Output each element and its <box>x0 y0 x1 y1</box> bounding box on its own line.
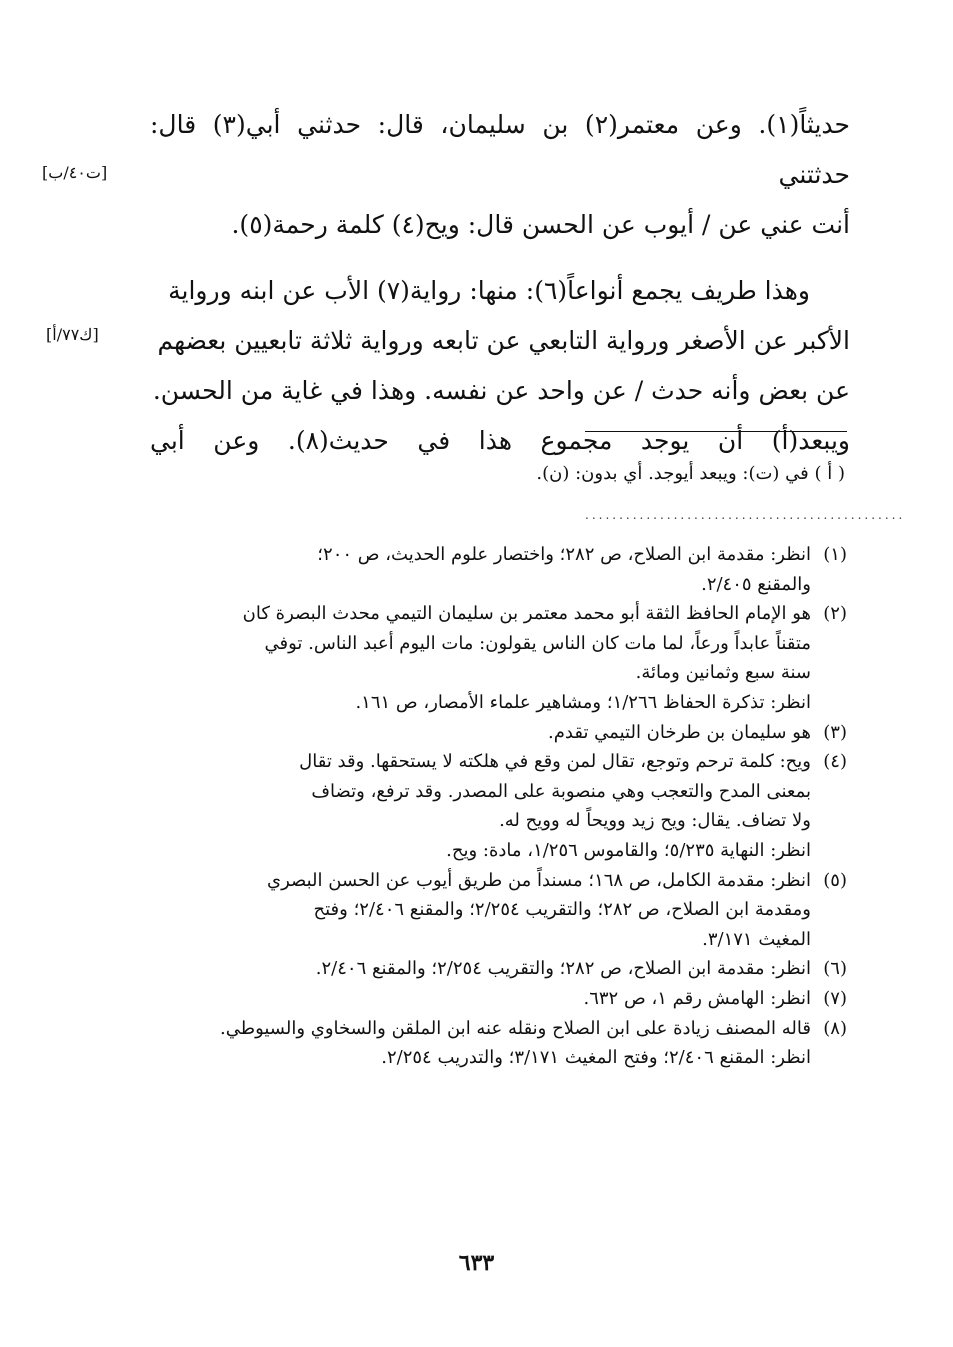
main-line-3: وهذا طريف يجمع أنواعاً(٦): منها: رواية(٧) الأب عن ابنه ورواية <box>168 276 810 305</box>
footnote-number: (٨) <box>823 1017 847 1039</box>
main-line-1: حديثاً(١). وعن معتمر(٢) بن سليمان، قال: حدثني أبي(٣) قال: حدثتني <box>150 110 851 189</box>
footnote-number: (٦) <box>823 958 847 980</box>
footnote-line: انظر: الهامش رقم ١، ص ٦٣٢. <box>583 987 811 1009</box>
main-line-6: ويبعد(أ) أن يوجد مجموع هذا في حديث(٨). وعن أبي <box>150 426 850 455</box>
footnote-1 <box>150 540 847 599</box>
footnote-number: (٤) <box>823 751 847 773</box>
variant-note: ( أ ) في (ت): ويبعد أيوجد. أي بدون: (ن). <box>536 463 845 484</box>
footnote-number: (١) <box>823 544 847 565</box>
footnote-4 <box>150 747 847 865</box>
footnote-8 <box>150 1014 847 1073</box>
footnote-number: (٧) <box>823 987 847 1009</box>
footnote-2 <box>150 599 847 717</box>
footnote-source: انظر: المقنع ٢/٤٠٦؛ وفتح المغيث ٣/١٧١؛ والتدريب ٢/٢٥٤. <box>381 1047 811 1069</box>
footnote-line: بمعنى المدح والتعجب وهي منصوبة على المصدر. وقد ترفع، وتضاف <box>311 780 811 802</box>
footnote-line: المغيث ٣/١٧١. <box>702 928 811 950</box>
footnote-line: سنة سبع وثمانين ومائة. <box>635 662 811 684</box>
footnote-line: انظر: مقدمة ابن الصلاح، ص ٢٨٢؛ واختصار علوم الحديث، ص ٢٠٠؛ <box>317 544 811 565</box>
footnote-number: (٥) <box>823 869 847 891</box>
footnote-5 <box>150 866 847 955</box>
footnote-source: انظر: النهاية ٥/٢٣٥؛ والقاموس ١/٢٥٦، مادة: ويح. <box>446 839 811 861</box>
footnote-number: (٣) <box>823 721 847 743</box>
margin-note-manuscript-t: [ت٤٠/ب] <box>42 163 108 182</box>
page-number: ٦٣٣ <box>458 1250 495 1276</box>
footnote-line: قاله المصنف زيادة على ابن الصلاح ونقله عنه ابن الملقن والسخاوي والسيوطي. <box>220 1017 811 1039</box>
footnote-3 <box>150 718 847 748</box>
footnote-line: متقناً عابداً ورعاً، لما مات كان الناس يقولون: مات اليوم أعبد الناس. توفي <box>264 632 811 654</box>
footnote-line: هو سليمان بن طرخان التيمي تقدم. <box>548 721 811 743</box>
dot-leader: ............................................... <box>585 508 906 522</box>
footnote-line: ولا تضاف. يقال: ويح زيد وويحاً له وويح له. <box>499 810 811 832</box>
footnote-6 <box>150 954 847 984</box>
margin-note-manuscript-k: [ك٧٧/أ] <box>46 325 99 344</box>
main-line-2: أنت عني عن / أيوب عن الحسن قال: ويح(٤) كلمة رحمة(٥). <box>231 210 850 239</box>
footnote-line: ويح: كلمة ترحم وتوجع، تقال لمن وقع في هلكته لا يستحقها. وقد تقال <box>299 751 811 773</box>
footnote-7 <box>150 984 847 1014</box>
main-line-4: الأكبر عن الأصغر ورواية التابعي عن تابعه ورواية ثلاثة تابعيين بعضهم <box>157 326 850 355</box>
main-line-5: عن بعض وأنه حدث / عن واحد عن نفسه. وهذا في غاية من الحسن. <box>152 376 850 405</box>
footnote-line: ومقدمة ابن الصلاح، ص ٢٨٢؛ والتقريب ٢/٢٥٤؛ والمقنع ٢/٤٠٦؛ وفتح <box>313 899 811 921</box>
footnotes <box>150 540 847 1073</box>
main-text <box>150 100 850 466</box>
footnote-line: انظر: مقدمة الكامل، ص ١٦٨؛ مسنداً من طريق أيوب عن الحسن البصري <box>266 869 811 891</box>
footnote-source: انظر: تذكرة الحفاظ ١/٢٦٦؛ ومشاهير علماء الأمصار، ص ١٦١. <box>355 691 811 713</box>
footnote-number: (٢) <box>823 603 847 625</box>
footnote-line: هو الإمام الحافظ الثقة أبو محمد معتمر بن سليمان التيمي محدث البصرة كان <box>242 603 811 625</box>
footnote-separator <box>585 431 847 432</box>
footnote-line: انظر: مقدمة ابن الصلاح، ص ٢٨٢؛ والتقريب ٢/٢٥٤؛ والمقنع ٢/٤٠٦. <box>315 958 811 980</box>
footnote-line: والمقنع ٢/٤٠٥. <box>701 573 811 595</box>
